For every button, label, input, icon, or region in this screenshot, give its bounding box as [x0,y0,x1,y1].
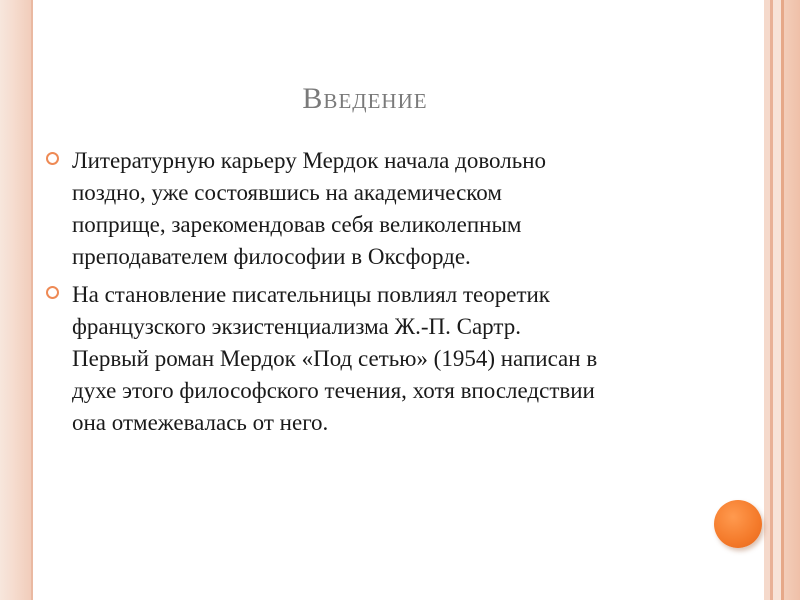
bullet-text-1 [72,145,706,273]
slide-content [46,145,706,445]
bullet-1-line-1: Литературную карьеру Мердок начала довольно [72,148,547,173]
ring-bullet-icon [46,152,59,165]
left-stripe-edge [31,0,33,600]
slide-title: Введение [302,82,428,115]
bullet-item-2 [46,279,706,439]
right-band-3 [773,0,781,600]
bullet-2-line-3: Первый роман Мердок «Под сетью» (1954) написан в [72,346,598,371]
ring-bullet-icon [46,286,59,299]
bullet-1-line-4: преподавателем философии в Оксфорде. [72,244,471,269]
bullet-1-line-2: поздно, уже состоявшись на академическом [72,180,502,205]
bullet-item-1 [46,145,706,273]
bullet-2-line-2: французского экзистенциализма Ж.-П. Сартр. [72,314,521,339]
right-band-5 [784,0,800,600]
bullet-text-2 [72,279,706,439]
bullet-2-line-5: она отмежевалась от него. [72,410,329,435]
orange-circle-icon [714,500,762,548]
bullet-2-line-4: духе этого философского течения, хотя впоследствии [72,378,595,403]
bullet-2-line-1: На становление писательницы повлиял теоретик [72,282,550,307]
bullet-1-line-3: поприще, зарекомендовав себя великолепным [72,212,522,237]
left-decorative-stripe [0,0,31,600]
